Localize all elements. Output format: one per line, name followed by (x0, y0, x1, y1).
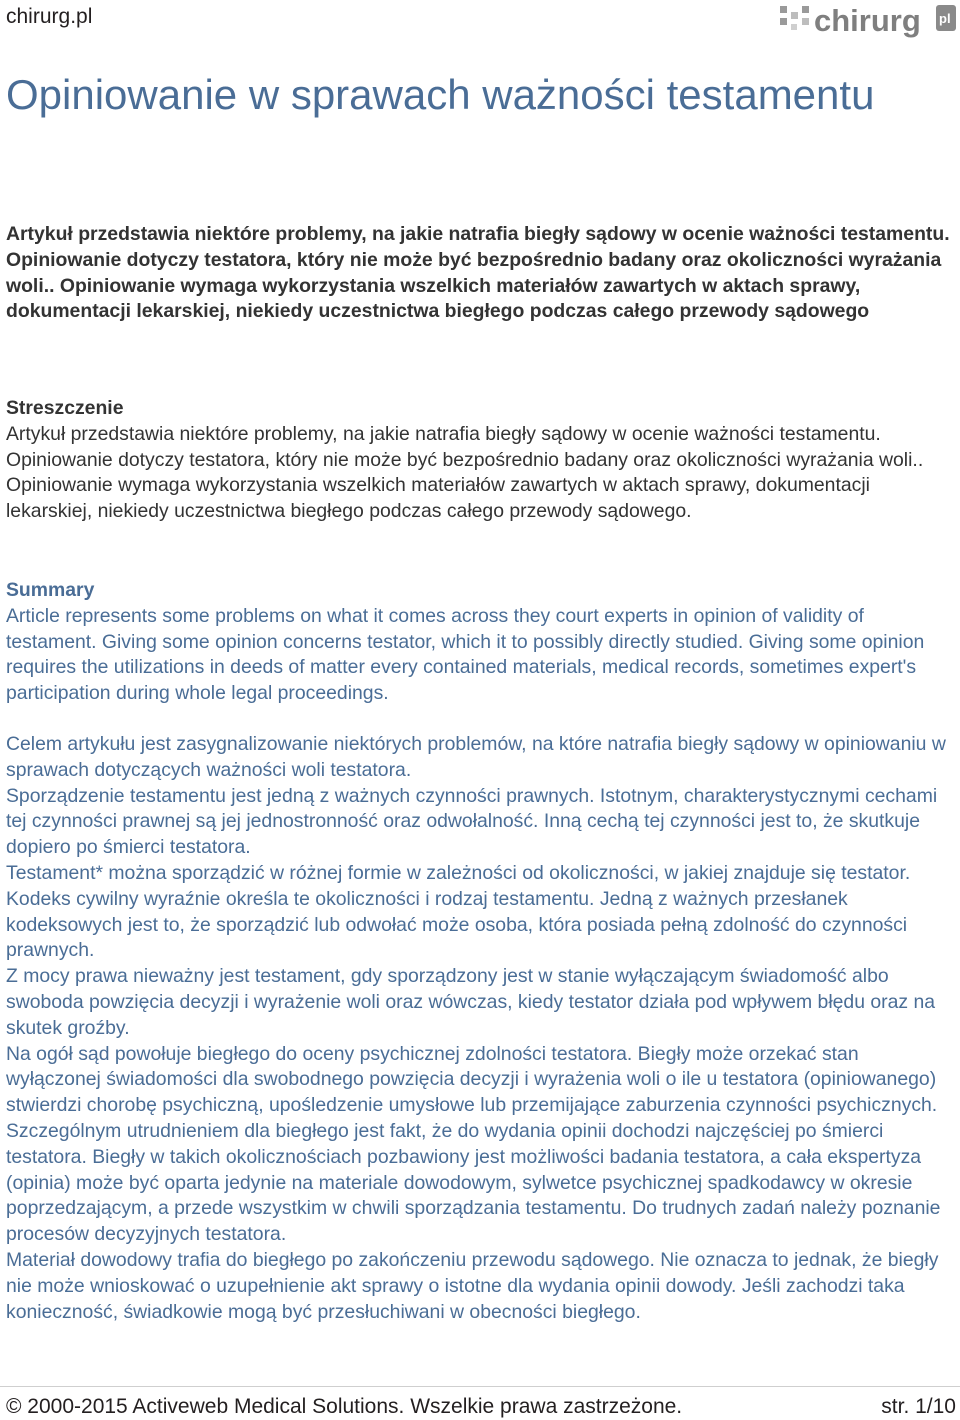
logo-wordmark: chirurg (814, 3, 921, 38)
logo-badge: pl (939, 11, 951, 26)
body-paragraph: Celem artykułu jest zasygnalizowanie niektórych problemów, na które natrafia biegły sądowy w opiniowaniu w sprawach dotyczących ważności woli testatora. (6, 733, 946, 781)
body-paragraph: Na ogół sąd powołuje biegłego do oceny psychicznej zdolności testatora. Biegły może orzekać stan wyłączonej świadomości dla swobodnego powzięcia decyzji i wyrażenia woli o ile u testatora (opiniowanego) stwierdzi chorobę psychiczną, upośledzenie umysłowe lub przemijające zaburzenia czynności psychicznych. Szczególnym utrudnieniem dla biegłego jest fakt, że do wydania opinii dochodzi najczęściej po śmierci testatora. Biegły w takich okolicznościach pozbawiony jest możliwości badania testatora, a cała ekspertyza (opinia) może być oparta jedynie na materiale dowodowym, sylwetce psychicznej spadkodawcy w okresie poprzedzającym, a przede wszystkim w chwili sporządzania testamentu. Do trudnych zadań należy poznanie procesów decyzyjnych testatora. (6, 1042, 941, 1246)
dots-logo-icon (778, 0, 960, 44)
footer-divider (0, 1386, 960, 1387)
footer-copyright: © 2000-2015 Activeweb Medical Solutions. Wszelkie prawa zastrzeżone. (6, 1395, 683, 1418)
page-number: str. 1/10 (881, 1395, 956, 1418)
abstract-english-text: Article represents some problems on what it comes across they court experts in opinion of validity of testament. Giving some opinion concerns testator, which it to possibly directly studied. Giving some opinion requires the utilizations in deeds of matter every contained materials, medical records, sometimes expert's participation during whole legal proceedings. (6, 604, 925, 705)
body-paragraph: Sporządzenie testamentu jest jedną z ważnych czynności prawnych. Istotnym, charakterystycznymi cechami tej czynności prawnej są jej jednostronność oraz odwołalność. Inną cechą tej czynności jest to, że skutkuje dopiero po śmierci testatora. (6, 784, 938, 859)
abstract-polish-heading: Streszczenie (6, 397, 124, 419)
abstract-english (6, 578, 951, 707)
abstract-polish-text: Artykuł przedstawia niektóre problemy, na jakie natrafia biegły sądowy w ocenie ważności testamentu. Opiniowanie dotyczy testatora, który nie może być bezpośrednio badany oraz okoliczności wyrażania woli.. Opiniowanie wymaga wykorzystania wszelkich materiałów zawartych w aktach sprawy, dokumentacji lekarskiej, niekiedy uczestnictwa biegłego podczas całego przewody sądowego. (6, 422, 924, 523)
article-body (6, 732, 956, 1325)
chirurg-logo[interactable] (778, 0, 960, 44)
article-lead: Artykuł przedstawia niektóre problemy, na jakie natrafia biegły sądowy w ocenie ważności testamentu. Opiniowanie dotyczy testatora, który nie może być bezpośrednio badany oraz okoliczności wyrażania woli.. Opiniowanie wymaga wykorzystania wszelkich materiałów zawartych w aktach sprawy, dokumentacji lekarskiej, niekiedy uczestnictwa biegłego podczas całego przewody sądowego (6, 223, 950, 323)
abstract-english-heading: Summary (6, 579, 95, 601)
abstract-polish (6, 396, 951, 525)
page-title: Opiniowanie w sprawach ważności testamentu (6, 71, 875, 118)
site-name[interactable]: chirurg.pl (6, 5, 93, 28)
body-paragraph: Materiał dowodowy trafia do biegłego po zakończeniu przewodu sądowego. Nie oznacza to jednak, że biegły nie może wnioskować o uzupełnienie akt sprawy o istotne dla wydania opinii dowody. Jeśli zachodzi taka konieczność, świadkowie mogą być przesłuchiwani w obecności biegłego. (6, 1248, 939, 1323)
body-paragraph: Z mocy prawa nieważny jest testament, gdy sporządzony jest w stanie wyłączającym świadomość albo swoboda powzięcia decyzji i wyrażenie woli oraz wówczas, kiedy testator działa pod wpływem błędu oraz na skutek groźby. (6, 965, 936, 1039)
body-paragraph: Testament* można sporządzić w różnej formie w zależności od okoliczności, w jakiej znajduje się testator. Kodeks cywilny wyraźnie określa te okoliczności i rodzaj testamentu. Jedną z ważnych przesłanek kodeksowych jest to, że sporządzić lub odwołać może osoba, która posiada pełną zdolność do czynności prawnych. (6, 861, 911, 962)
